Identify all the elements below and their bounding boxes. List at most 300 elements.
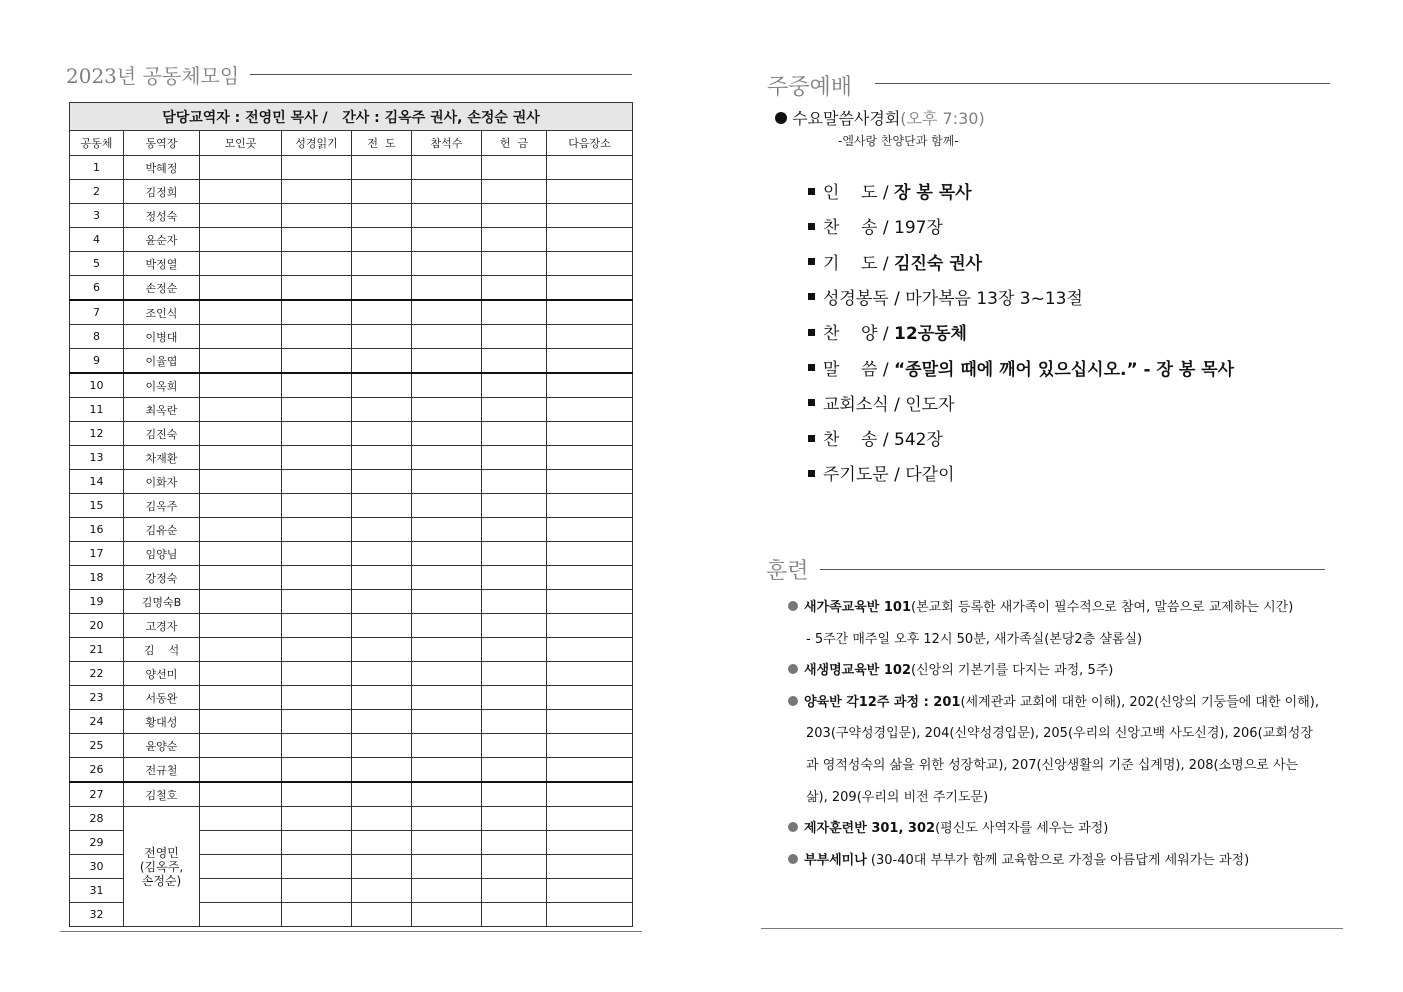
table-row	[70, 180, 633, 204]
blank-cell[interactable]	[282, 734, 352, 758]
training-item	[788, 819, 1108, 839]
blank-cell[interactable]	[412, 422, 482, 446]
blank-cell[interactable]	[482, 446, 547, 470]
square-bullet-icon	[808, 293, 815, 300]
blank-cell[interactable]	[282, 879, 352, 903]
blank-cell[interactable]	[547, 686, 633, 710]
blank-cell[interactable]	[547, 156, 633, 180]
blank-cell[interactable]	[352, 422, 412, 446]
blank-cell[interactable]	[352, 638, 412, 662]
blank-cell[interactable]	[200, 807, 282, 831]
training-item	[788, 851, 1249, 871]
blank-cell[interactable]	[352, 373, 412, 398]
blank-cell[interactable]	[200, 614, 282, 638]
square-bullet-icon	[808, 258, 815, 265]
community-number: 16	[70, 518, 124, 542]
blank-cell[interactable]	[412, 662, 482, 686]
wednesday-service-title	[775, 106, 985, 129]
blank-cell[interactable]	[352, 204, 412, 228]
community-number: 24	[70, 710, 124, 734]
blank-cell[interactable]	[352, 276, 412, 301]
blank-cell[interactable]	[412, 349, 482, 374]
blank-cell[interactable]	[482, 300, 547, 325]
blank-cell[interactable]	[352, 782, 412, 807]
blank-cell[interactable]	[547, 228, 633, 252]
training-desc: (30-40대 부부가 함께 교육함으로 가정을 아름답게 세워가는 과정)	[866, 852, 1250, 868]
community-number: 32	[70, 903, 124, 927]
blank-cell[interactable]	[352, 831, 412, 855]
blank-cell[interactable]	[282, 300, 352, 325]
blank-cell[interactable]	[412, 566, 482, 590]
table-row	[70, 494, 633, 518]
table-row	[70, 734, 633, 758]
blank-cell[interactable]	[282, 494, 352, 518]
blank-cell[interactable]	[412, 156, 482, 180]
blank-cell[interactable]	[200, 470, 282, 494]
worship-order-item	[808, 216, 943, 240]
community-number: 20	[70, 614, 124, 638]
merged-leader-line: 손정순)	[141, 873, 182, 888]
blank-cell[interactable]	[200, 903, 282, 927]
bullet-icon	[788, 664, 798, 674]
blank-cell[interactable]	[282, 686, 352, 710]
blank-cell[interactable]	[547, 879, 633, 903]
community-number: 2	[70, 180, 124, 204]
bottom-divider-left	[60, 931, 642, 932]
blank-cell[interactable]	[352, 180, 412, 204]
table-row	[70, 156, 633, 180]
blank-cell[interactable]	[352, 879, 412, 903]
community-number: 29	[70, 831, 124, 855]
community-number: 23	[70, 686, 124, 710]
blank-cell[interactable]	[482, 758, 547, 783]
separator: /	[888, 465, 906, 486]
community-number: 6	[70, 276, 124, 301]
blank-cell[interactable]	[282, 903, 352, 927]
blank-cell[interactable]	[482, 879, 547, 903]
blank-cell[interactable]	[547, 325, 633, 349]
leader-name: 김진숙	[124, 422, 200, 446]
blank-cell[interactable]	[482, 156, 547, 180]
blank-cell[interactable]	[482, 180, 547, 204]
merged-leader-line: (김옥주,	[139, 859, 184, 874]
blank-cell[interactable]	[352, 494, 412, 518]
blank-cell[interactable]	[200, 325, 282, 349]
community-number: 9	[70, 349, 124, 374]
blank-cell[interactable]	[412, 518, 482, 542]
blank-cell[interactable]	[482, 325, 547, 349]
merged-leader-line: 전영민	[144, 845, 179, 860]
community-number: 26	[70, 758, 124, 783]
blank-cell[interactable]	[547, 373, 633, 398]
column-header: 전 도	[352, 131, 412, 156]
blank-cell[interactable]	[352, 349, 412, 374]
leader-name: 김명숙B	[124, 590, 200, 614]
training-name: 새가족교육반 101	[804, 600, 912, 615]
blank-cell[interactable]	[200, 180, 282, 204]
blank-cell[interactable]	[352, 398, 412, 422]
blank-cell[interactable]	[482, 686, 547, 710]
blank-cell[interactable]	[282, 614, 352, 638]
blank-cell[interactable]	[412, 325, 482, 349]
leader-name: 김유순	[124, 518, 200, 542]
blank-cell[interactable]	[200, 252, 282, 276]
blank-cell[interactable]	[282, 349, 352, 374]
leader-name: 김정희	[124, 180, 200, 204]
community-number: 15	[70, 494, 124, 518]
square-bullet-icon	[808, 188, 815, 195]
blank-cell[interactable]	[547, 180, 633, 204]
blank-cell[interactable]	[352, 518, 412, 542]
table-row	[70, 349, 633, 374]
community-number: 1	[70, 156, 124, 180]
blank-cell[interactable]	[352, 252, 412, 276]
blank-cell[interactable]	[282, 590, 352, 614]
blank-cell[interactable]	[482, 422, 547, 446]
blank-cell[interactable]	[200, 373, 282, 398]
blank-cell[interactable]	[282, 807, 352, 831]
bullet-icon	[788, 696, 798, 706]
blank-cell[interactable]	[412, 807, 482, 831]
table-row	[70, 204, 633, 228]
blank-cell[interactable]	[352, 662, 412, 686]
blank-cell[interactable]	[482, 614, 547, 638]
square-bullet-icon	[808, 223, 815, 230]
blank-cell[interactable]	[412, 446, 482, 470]
table-row	[70, 590, 633, 614]
blank-cell[interactable]	[412, 494, 482, 518]
blank-cell[interactable]	[412, 782, 482, 807]
community-number: 12	[70, 422, 124, 446]
blank-cell[interactable]	[200, 446, 282, 470]
community-number: 27	[70, 782, 124, 807]
bottom-divider-right	[761, 928, 1343, 929]
blank-cell[interactable]	[412, 542, 482, 566]
blank-cell[interactable]	[282, 325, 352, 349]
blank-cell[interactable]	[200, 758, 282, 783]
blank-cell[interactable]	[282, 710, 352, 734]
blank-cell[interactable]	[412, 614, 482, 638]
leader-name: 양선미	[124, 662, 200, 686]
blank-cell[interactable]	[482, 710, 547, 734]
blank-cell[interactable]	[547, 518, 633, 542]
blank-cell[interactable]	[412, 710, 482, 734]
blank-cell[interactable]	[282, 228, 352, 252]
blank-cell[interactable]	[547, 614, 633, 638]
blank-cell[interactable]	[412, 180, 482, 204]
blank-cell[interactable]	[482, 204, 547, 228]
blank-cell[interactable]	[482, 662, 547, 686]
blank-cell[interactable]	[547, 590, 633, 614]
blank-cell[interactable]	[412, 903, 482, 927]
blank-cell[interactable]	[412, 228, 482, 252]
order-role: 찬 송	[823, 430, 878, 451]
blank-cell[interactable]	[482, 831, 547, 855]
training-desc: (신앙의 기본기를 다지는 과정, 5주)	[911, 663, 1114, 679]
blank-cell[interactable]	[352, 446, 412, 470]
separator: /	[877, 183, 895, 203]
community-number: 28	[70, 807, 124, 831]
blank-cell[interactable]	[547, 710, 633, 734]
blank-cell[interactable]	[547, 782, 633, 807]
blank-cell[interactable]	[482, 807, 547, 831]
blank-cell[interactable]	[482, 903, 547, 927]
blank-cell[interactable]	[200, 156, 282, 180]
leader-name: 손정순	[124, 276, 200, 301]
blank-cell[interactable]	[200, 228, 282, 252]
leader-name: 김철호	[124, 782, 200, 807]
blank-cell[interactable]	[200, 710, 282, 734]
blank-cell[interactable]	[352, 758, 412, 783]
blank-cell[interactable]	[200, 276, 282, 301]
blank-cell[interactable]	[352, 590, 412, 614]
leader-name: 윤순자	[124, 228, 200, 252]
blank-cell[interactable]	[482, 228, 547, 252]
blank-cell[interactable]	[547, 422, 633, 446]
blank-cell[interactable]	[482, 734, 547, 758]
blank-cell[interactable]	[200, 300, 282, 325]
square-bullet-icon	[808, 470, 815, 477]
blank-cell[interactable]	[482, 590, 547, 614]
table-row	[70, 276, 633, 301]
blank-cell[interactable]	[352, 710, 412, 734]
bullet-icon	[788, 601, 798, 611]
column-header: 공동체	[70, 131, 124, 156]
community-number: 4	[70, 228, 124, 252]
blank-cell[interactable]	[200, 782, 282, 807]
separator: /	[877, 253, 895, 274]
order-value: 542장	[894, 430, 943, 451]
blank-cell[interactable]	[547, 398, 633, 422]
blank-cell[interactable]	[352, 300, 412, 325]
blank-cell[interactable]	[412, 590, 482, 614]
blank-cell[interactable]	[282, 204, 352, 228]
blank-cell[interactable]	[200, 204, 282, 228]
blank-cell[interactable]	[282, 446, 352, 470]
blank-cell[interactable]	[547, 855, 633, 879]
blank-cell[interactable]	[352, 734, 412, 758]
community-number: 22	[70, 662, 124, 686]
order-role: 찬 양	[823, 324, 878, 345]
blank-cell[interactable]	[200, 879, 282, 903]
column-header: 참석수	[412, 131, 482, 156]
blank-cell[interactable]	[352, 855, 412, 879]
worship-divider	[875, 83, 1330, 84]
blank-cell[interactable]	[352, 614, 412, 638]
training-item	[788, 693, 1319, 713]
training-desc: (평신도 사역자를 세우는 과정)	[935, 821, 1109, 837]
blank-cell[interactable]	[547, 446, 633, 470]
table-row	[70, 662, 633, 686]
blank-cell[interactable]	[482, 518, 547, 542]
blank-cell[interactable]	[547, 734, 633, 758]
blank-cell[interactable]	[282, 470, 352, 494]
blank-cell[interactable]	[352, 156, 412, 180]
blank-cell[interactable]	[412, 638, 482, 662]
blank-cell[interactable]	[412, 276, 482, 301]
blank-cell[interactable]	[547, 831, 633, 855]
blank-cell[interactable]	[547, 566, 633, 590]
worship-order-item	[808, 358, 1234, 382]
blank-cell[interactable]	[200, 855, 282, 879]
leader-name: 이옥희	[124, 373, 200, 398]
table-row	[70, 398, 633, 422]
blank-cell[interactable]	[282, 758, 352, 783]
blank-cell[interactable]	[482, 855, 547, 879]
worship-order-item	[808, 428, 943, 452]
table-row	[70, 566, 633, 590]
blank-cell[interactable]	[482, 638, 547, 662]
leader-name: 최옥란	[124, 398, 200, 422]
blank-cell[interactable]	[482, 276, 547, 301]
table-row	[70, 686, 633, 710]
blank-cell[interactable]	[547, 204, 633, 228]
blank-cell[interactable]	[482, 470, 547, 494]
worship-order-item	[808, 287, 1083, 311]
blank-cell[interactable]	[412, 204, 482, 228]
square-bullet-icon	[808, 435, 815, 442]
blank-cell[interactable]	[547, 252, 633, 276]
blank-cell[interactable]	[200, 662, 282, 686]
blank-cell[interactable]	[412, 470, 482, 494]
blank-cell[interactable]	[282, 422, 352, 446]
blank-cell[interactable]	[412, 252, 482, 276]
blank-cell[interactable]	[282, 252, 352, 276]
community-number: 30	[70, 855, 124, 879]
blank-cell[interactable]	[200, 422, 282, 446]
blank-cell[interactable]	[547, 470, 633, 494]
blank-cell[interactable]	[412, 686, 482, 710]
blank-cell[interactable]	[412, 758, 482, 783]
blank-cell[interactable]	[412, 300, 482, 325]
blank-cell[interactable]	[412, 373, 482, 398]
training-continuation: 삶), 209(우리의 비전 주기도문)	[806, 789, 989, 805]
merged-leader-cell	[124, 807, 200, 927]
leader-name: 이병대	[124, 325, 200, 349]
column-header: 모인곳	[200, 131, 282, 156]
table-row	[70, 470, 633, 494]
blank-cell[interactable]	[482, 373, 547, 398]
page-title: 2023년 공동체모임	[66, 64, 240, 88]
blank-cell[interactable]	[282, 855, 352, 879]
blank-cell[interactable]	[200, 542, 282, 566]
blank-cell[interactable]	[282, 398, 352, 422]
training-name: 양육반 각12주 과정 : 201	[804, 694, 961, 710]
blank-cell[interactable]	[200, 831, 282, 855]
blank-cell[interactable]	[412, 855, 482, 879]
blank-cell[interactable]	[547, 903, 633, 927]
order-role: 교회소식	[823, 394, 889, 415]
blank-cell[interactable]	[547, 542, 633, 566]
blank-cell[interactable]	[547, 300, 633, 325]
community-number: 14	[70, 470, 124, 494]
blank-cell[interactable]	[200, 638, 282, 662]
blank-cell[interactable]	[482, 252, 547, 276]
table-row	[70, 518, 633, 542]
table-row	[70, 228, 633, 252]
table-row	[70, 446, 633, 470]
blank-cell[interactable]	[282, 373, 352, 398]
blank-cell[interactable]	[200, 349, 282, 374]
blank-cell[interactable]	[547, 807, 633, 831]
blank-cell[interactable]	[482, 566, 547, 590]
table-row	[70, 614, 633, 638]
blank-cell[interactable]	[412, 879, 482, 903]
blank-cell[interactable]	[200, 686, 282, 710]
blank-cell[interactable]	[282, 180, 352, 204]
blank-cell[interactable]	[282, 782, 352, 807]
community-number: 19	[70, 590, 124, 614]
blank-cell[interactable]	[412, 398, 482, 422]
blank-cell[interactable]	[547, 638, 633, 662]
blank-cell[interactable]	[547, 662, 633, 686]
blank-cell[interactable]	[200, 494, 282, 518]
table-row	[70, 300, 633, 325]
order-role: 주기도문	[823, 465, 889, 486]
blank-cell[interactable]	[412, 734, 482, 758]
blank-cell[interactable]	[352, 686, 412, 710]
blank-cell[interactable]	[482, 398, 547, 422]
blank-cell[interactable]	[282, 831, 352, 855]
blank-cell[interactable]	[282, 156, 352, 180]
blank-cell[interactable]	[200, 566, 282, 590]
blank-cell[interactable]	[352, 807, 412, 831]
blank-cell[interactable]	[282, 542, 352, 566]
leader-name: 김 석	[124, 638, 200, 662]
community-number: 25	[70, 734, 124, 758]
leader-name: 정성숙	[124, 204, 200, 228]
table-row	[70, 782, 633, 807]
worship-section-title: 주중예배	[767, 75, 853, 100]
blank-cell[interactable]	[200, 398, 282, 422]
table-row	[70, 758, 633, 783]
blank-cell[interactable]	[352, 566, 412, 590]
blank-cell[interactable]	[547, 276, 633, 301]
table-row	[70, 542, 633, 566]
worship-order-item	[808, 463, 955, 487]
blank-cell[interactable]	[200, 518, 282, 542]
blank-cell[interactable]	[282, 662, 352, 686]
blank-cell[interactable]	[352, 903, 412, 927]
blank-cell[interactable]	[547, 349, 633, 374]
blank-cell[interactable]	[282, 276, 352, 301]
service-name: 수요말씀사경회	[792, 109, 901, 128]
blank-cell[interactable]	[282, 566, 352, 590]
column-header: 헌 금	[482, 131, 547, 156]
blank-cell[interactable]	[482, 782, 547, 807]
blank-cell[interactable]	[352, 542, 412, 566]
blank-cell[interactable]	[200, 590, 282, 614]
blank-cell[interactable]	[282, 518, 352, 542]
order-value: 다같이	[905, 465, 955, 486]
separator: /	[877, 359, 895, 380]
blank-cell[interactable]	[282, 638, 352, 662]
column-header: 동역장	[124, 131, 200, 156]
square-bullet-icon	[808, 399, 815, 406]
blank-cell[interactable]	[352, 470, 412, 494]
blank-cell[interactable]	[200, 734, 282, 758]
blank-cell[interactable]	[482, 349, 547, 374]
blank-cell[interactable]	[482, 494, 547, 518]
blank-cell[interactable]	[352, 228, 412, 252]
training-continuation: 203(구약성경입문), 204(신약성경입문), 205(우리의 신앙고백 사도신경), 206(교회성장	[806, 726, 1313, 742]
blank-cell[interactable]	[482, 542, 547, 566]
blank-cell[interactable]	[352, 325, 412, 349]
blank-cell[interactable]	[547, 758, 633, 783]
blank-cell[interactable]	[547, 494, 633, 518]
leader-name: 박정열	[124, 252, 200, 276]
blank-cell[interactable]	[412, 831, 482, 855]
